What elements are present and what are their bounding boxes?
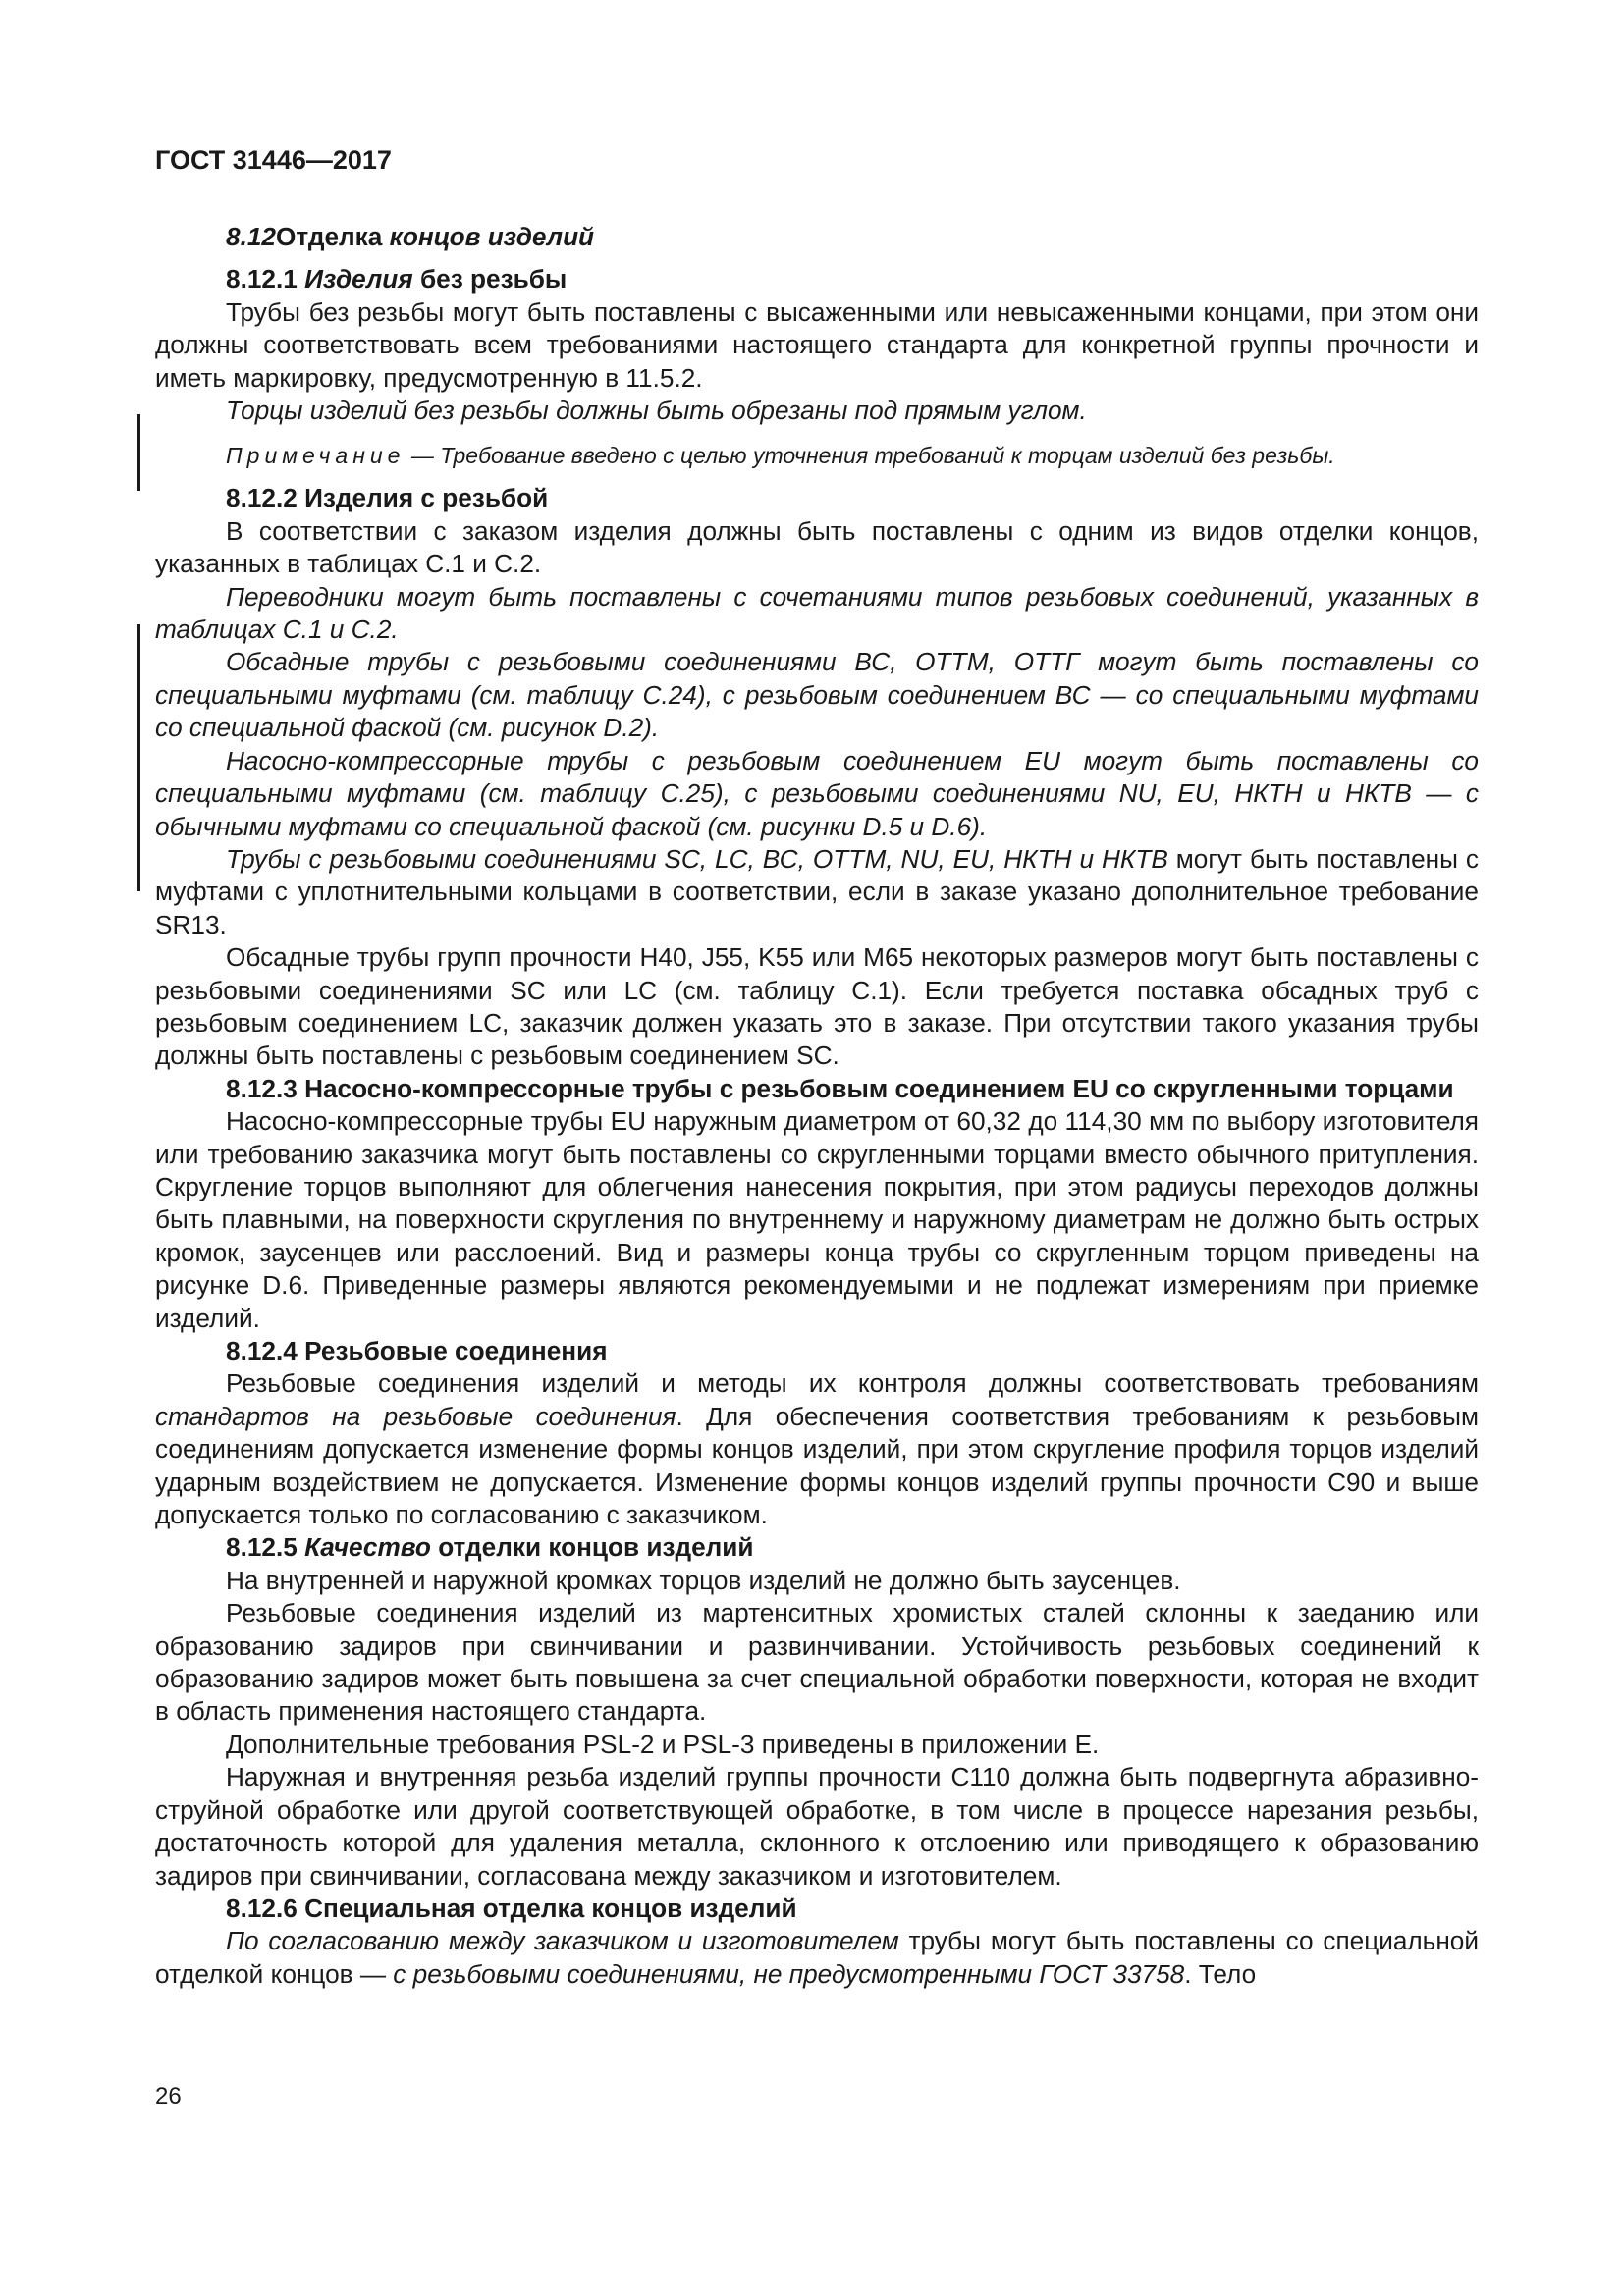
body-paragraph <box>155 395 1479 427</box>
text-run: На внутренней и наружной кромках торцов изделий не должно быть заусенцев. <box>226 1565 1181 1595</box>
text-run: Торцы изделий без резьбы должны быть обрезаны под прямым углом. <box>226 396 1087 426</box>
section-heading <box>155 1335 1479 1367</box>
document-body <box>155 221 1479 1991</box>
text-run: стандартов на резьбовые соединения <box>155 1401 676 1431</box>
text-run: . Для обеспечения соответствия требованиям к резьбовым соединениям допускается изменение формы концов изделий, при этом скругление профиля торцов изделий ударным воздействием не допускается. Изменение формы концов изделий группы прочности С90 и выше допускается только по согласованию с заказчиком. <box>155 1401 1479 1530</box>
body-paragraph <box>155 1761 1479 1893</box>
text-run: Резьбовые соединения изделий и методы их контроля должны соответствовать требованиям <box>226 1368 1479 1399</box>
revision-bar-2 <box>137 624 140 891</box>
text-run: Примечание <box>226 443 406 469</box>
body-paragraph <box>155 1105 1479 1335</box>
text-run: По согласованию между заказчиком и изготовителем <box>226 1926 899 1956</box>
body-paragraph <box>155 581 1479 647</box>
standard-header: ГОСТ 31446—2017 <box>155 145 392 175</box>
text-run: Качество <box>304 1532 431 1563</box>
text-run: Насосно-компрессорные трубы EU наружным диаметром от 60,32 до 114,30 мм по выбору изготовителя или требованию заказчика могут быть поставлены со скругленными торцами вместо обычного притупления. Скругление торцов выполняют для облегчения нанесения покрытия, при этом радиусы переходов должны быть плавными, на поверхности скругления по внутреннему и наружному диаметрам не должно быть острых кромок, заусенцев или расслоений. Вид и размеры конца трубы со скругленным торцом приведены на рисунке D.6. Приведенные размеры являются рекомендуемыми и не подлежат измерениям при приемке изделий. <box>155 1106 1479 1333</box>
text-run: 8.12.6 Специальная отделка концов изделий <box>226 1893 797 1923</box>
body-paragraph <box>155 1925 1479 1991</box>
body-paragraph <box>155 843 1479 941</box>
text-run: — Требование введено с целью уточнения требований к торцам изделий без резьбы. <box>405 443 1335 469</box>
body-paragraph <box>155 1729 1479 1761</box>
section-heading <box>155 221 1479 253</box>
section-heading <box>155 482 1479 514</box>
body-paragraph <box>155 1597 1479 1729</box>
text-run: концов изделий <box>389 222 595 251</box>
text-run: 8.12 <box>226 222 276 251</box>
text-run: 8.12.2 Изделия с резьбой <box>226 483 549 513</box>
text-run: Изделия <box>304 264 413 294</box>
text-run: 8.12.3 Насосно-компрессорные трубы с резьбовым соединением EU со скругленными торцами <box>226 1073 1454 1103</box>
text-run: 8.12.1 <box>226 264 305 294</box>
section-heading <box>155 1073 1479 1105</box>
text-run: Дополнительные требования PSL-2 и PSL-3 приведены в приложении Е. <box>226 1729 1100 1759</box>
text-run: Трубы с резьбовыми соединениями SC, LC, ВС, ОТТМ, NU, EU, НКТН и НКТВ <box>226 843 1168 874</box>
body-paragraph <box>155 1565 1479 1597</box>
body-paragraph <box>155 941 1479 1073</box>
section-heading <box>155 1893 1479 1925</box>
text-run: 8.12.4 Резьбовые соединения <box>226 1336 608 1365</box>
text-run: трубы могут быть поставлены со специальной отделкой концов — <box>155 1926 1479 1989</box>
text-run: Трубы без резьбы могут быть поставлены с высаженными или невысаженными концами, при этом они должны соответствовать всем требованиями настоящего стандарта для конкретной группы прочности и иметь маркировку, предусмотренную в 11.5.2. <box>155 296 1479 393</box>
body-paragraph <box>155 296 1479 395</box>
text-run: Резьбовые соединения изделий из мартенситных хромистых сталей склонны к заеданию или образованию задиров при свинчивании и развинчивании. Устойчивость резьбовых соединений к образованию задиров может быть повышена за счет специальной обработки поверхности, которая не входит в область применения настоящего стандарта. <box>155 1598 1479 1727</box>
text-run: Насосно-компрессорные трубы с резьбовым соединением EU могут быть поставлены со специальными муфтами (см. таблицу С.25), с резьбовыми соединениями NU, EU, НКТН и НКТВ — с обычными муфтами со специальной фаской (см. рисунки D.5 и D.6). <box>155 745 1479 841</box>
body-paragraph <box>155 646 1479 744</box>
text-run: 8.12.5 <box>226 1532 305 1563</box>
text-run: с резьбовыми соединениями, не предусмотренными ГОСТ 33758 <box>393 1958 1185 1989</box>
text-run: Наружная и внутренняя резьба изделий группы прочности С110 должна быть подвергнута абразивно-струйной обработке или другой соответствующей обработке, в том числе в процессе нарезания резьбы, достаточность которой для удаления металла, склонного к отслоению или приводящего к образованию задиров при свинчивании, согласована между заказчиком и изготовителем. <box>155 1762 1479 1891</box>
page-number: 26 <box>155 2083 182 2109</box>
body-paragraph <box>155 515 1479 581</box>
text-run: Обсадные трубы групп прочности Н40, J55, K55 или М65 некоторых размеров могут быть поставлены с резьбовыми соединениями SC или LC (см. таблицу С.1). Если требуется поставка обсадных труб с резьбовым соединением LC, заказчик должен указать это в заказе. При отсутствии такого указания трубы должны быть поставлены с резьбовым соединением SC. <box>155 942 1479 1071</box>
body-paragraph <box>155 745 1479 843</box>
text-run: Переводники могут быть поставлены с сочетаниями типов резьбовых соединений, указанных в таблицах С.1 и С.2. <box>155 581 1479 645</box>
text-run: Отделка <box>275 222 390 251</box>
section-heading <box>155 263 1479 295</box>
section-heading <box>155 1531 1479 1564</box>
text-run: В соответствии с заказом изделия должны быть поставлены с одним из видов отделки концов, указанных в таблицах С.1 и С.2. <box>155 515 1479 579</box>
body-paragraph <box>155 1367 1479 1531</box>
note-paragraph <box>155 441 1479 470</box>
text-run: отделки концов изделий <box>430 1532 754 1563</box>
text-run: без резьбы <box>412 264 568 294</box>
text-run: могут быть поставлены с муфтами с уплотнительными кольцами в соответствии, если в заказе указано дополнительное требование SR13. <box>155 843 1479 939</box>
text-run: . Тело <box>1184 1958 1257 1989</box>
text-run: Обсадные трубы с резьбовыми соединениями ВС, ОТТМ, ОТТГ могут быть поставлены со специальными муфтами (см. таблицу С.24), с резьбовым соединением ВС — со специальными муфтами со специальной фаской (см. рисунок D.2). <box>155 647 1479 743</box>
revision-bar-1 <box>137 414 140 491</box>
